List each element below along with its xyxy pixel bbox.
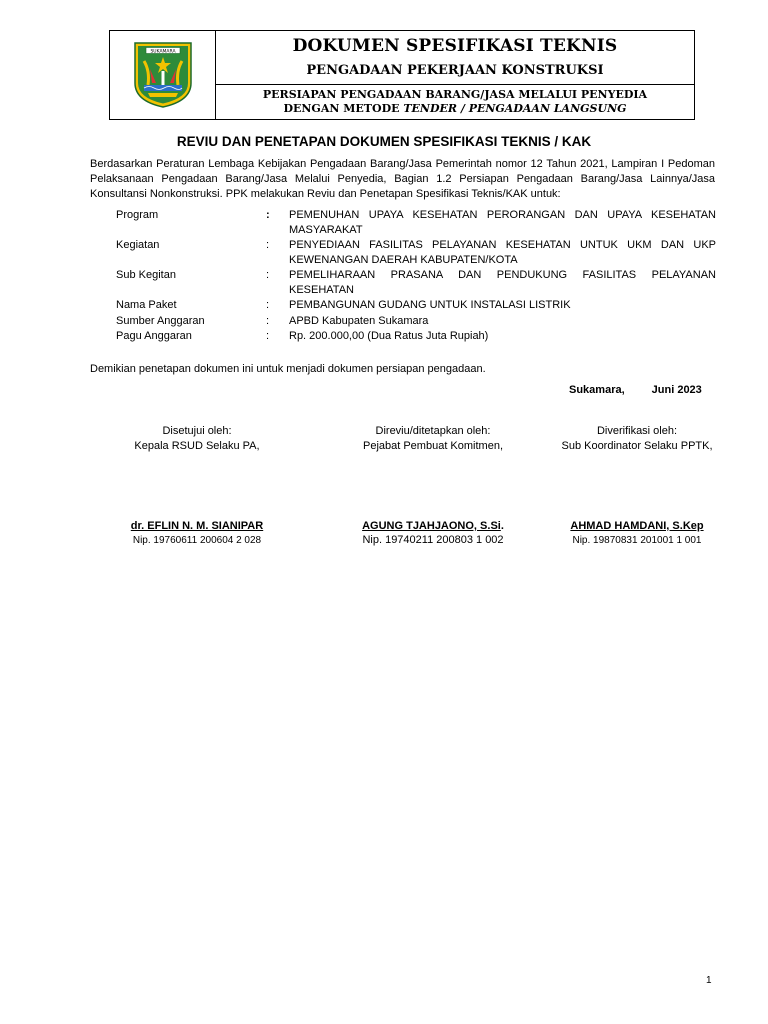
field-label: Sumber Anggaran <box>116 314 205 327</box>
document-subtitle: PENGADAAN PEKERJAAN KONSTRUKSI <box>306 63 604 78</box>
logo-banner-text: SUKAMARA <box>150 49 176 55</box>
field-value: PEMENUHAN UPAYA KESEHATAN PERORANGAN DAN UPAYA KESEHATAN MASYARAKAT <box>289 209 716 236</box>
signatory-approver <box>87 424 307 546</box>
signatory-name: AGUNG TJAHJAONO, S.Si <box>362 520 501 532</box>
field-label: Sub Kegitan <box>116 269 176 281</box>
signatory-position: Kepala RSUD Selaku PA, <box>134 440 260 452</box>
signatory-verifier <box>527 424 747 546</box>
signatory-role: Disetujui oleh: <box>162 425 232 437</box>
signatory-reviewer <box>323 424 543 546</box>
field-value: APBD Kabupaten Sukamara <box>289 314 429 327</box>
method-name: TENDER / PENGADAAN LANGSUNG <box>403 102 627 115</box>
header-line-1: PERSIAPAN PENGADAAN BARANG/JASA MELALUI PENYEDIA <box>262 88 648 101</box>
field-row-kegiatan <box>116 238 716 267</box>
field-row-pagu-anggaran <box>116 329 716 344</box>
signatory-name: AHMAD HAMDANI, S.Kep <box>570 520 704 532</box>
field-label: Kegiatan <box>116 239 160 251</box>
field-colon: : <box>266 269 270 281</box>
logo-cell <box>110 31 216 119</box>
field-row-nama-paket <box>116 298 716 313</box>
page-number: 1 <box>706 975 712 986</box>
closing-statement: Demikian penetapan dokumen ini untuk menjadi dokumen persiapan pengadaan. <box>90 363 486 375</box>
regency-emblem-logo <box>132 39 194 109</box>
signatory-nip: Nip. 19870831 201001 1 001 <box>572 535 702 546</box>
header-text-area <box>216 31 694 119</box>
intro-paragraph: Berdasarkan Peraturan Lembaga Kebijakan Pengadaan Barang/Jasa Pemerintah nomor 12 Tahun 2021, Lampiran I Pedoman Pelaksanaan Pengadaan Barang/Jasa Melalui Penyedia, Bagian 1.2 Persiapan Pengadaan Barang/Jasa Lainnya/Jasa Konsultansi Nonkonstruksi. PPK melakukan Reviu dan Penetapan Spesifikasi Teknis/KAK untuk: <box>90 158 715 200</box>
header-bottom <box>216 88 694 116</box>
header-top <box>216 31 694 85</box>
place-date <box>569 384 702 396</box>
field-value: PEMBANGUNAN GUDANG UNTUK INSTALASI LISTRIK <box>289 299 571 311</box>
signatory-role: Direviu/ditetapkan oleh: <box>375 425 491 437</box>
field-value: Rp. 200.000,00 (Dua Ratus Juta Rupiah) <box>289 330 489 342</box>
signatory-name-line <box>323 519 543 534</box>
field-label: Program <box>116 209 159 221</box>
field-colon: : <box>266 239 270 251</box>
document-header <box>109 30 695 120</box>
signatory-role: Diverifikasi oleh: <box>596 425 678 437</box>
field-colon: : <box>266 299 270 311</box>
signatory-position: Pejabat Pembuat Komitmen, <box>362 440 504 452</box>
signatory-nip: Nip. 19760611 200604 2 028 <box>132 535 262 546</box>
field-value: PENYEDIAAN FASILITAS PELAYANAN KESEHATAN UNTUK UKM DAN UKP KEWENANGAN DAERAH KABUPATEN/KOTA <box>289 239 716 266</box>
signatory-nip: Nip. 19740211 200803 1 002 <box>362 534 504 546</box>
field-value: PEMELIHARAAN PRASANA DAN PENDUKUNG FASILITAS PELAYANAN KESEHATAN <box>289 269 716 296</box>
field-label: Pagu Anggaran <box>116 330 192 342</box>
field-row-program <box>116 208 716 237</box>
method-prefix: DENGAN METODE <box>283 102 404 115</box>
field-list <box>116 208 716 345</box>
place: Sukamara, <box>569 384 625 396</box>
field-colon: : <box>266 314 270 327</box>
document-title: DOKUMEN SPESIFIKASI TEKNIS <box>292 36 618 56</box>
field-label: Nama Paket <box>116 299 177 311</box>
signatory-name: dr. EFLIN N. M. SIANIPAR <box>130 520 264 532</box>
field-colon: : <box>266 209 270 221</box>
main-title: REVIU DAN PENETAPAN DOKUMEN SPESIFIKASI TEKNIS / KAK <box>176 134 592 149</box>
field-row-sumber-anggaran <box>116 314 716 329</box>
header-line-2 <box>216 102 694 116</box>
date: Juni 2023 <box>651 384 702 396</box>
signatory-name-suffix: . <box>500 520 504 532</box>
field-colon: : <box>266 330 270 342</box>
signatory-position: Sub Koordinator Selaku PPTK, <box>561 440 713 452</box>
field-row-sub-kegiatan <box>116 268 716 297</box>
